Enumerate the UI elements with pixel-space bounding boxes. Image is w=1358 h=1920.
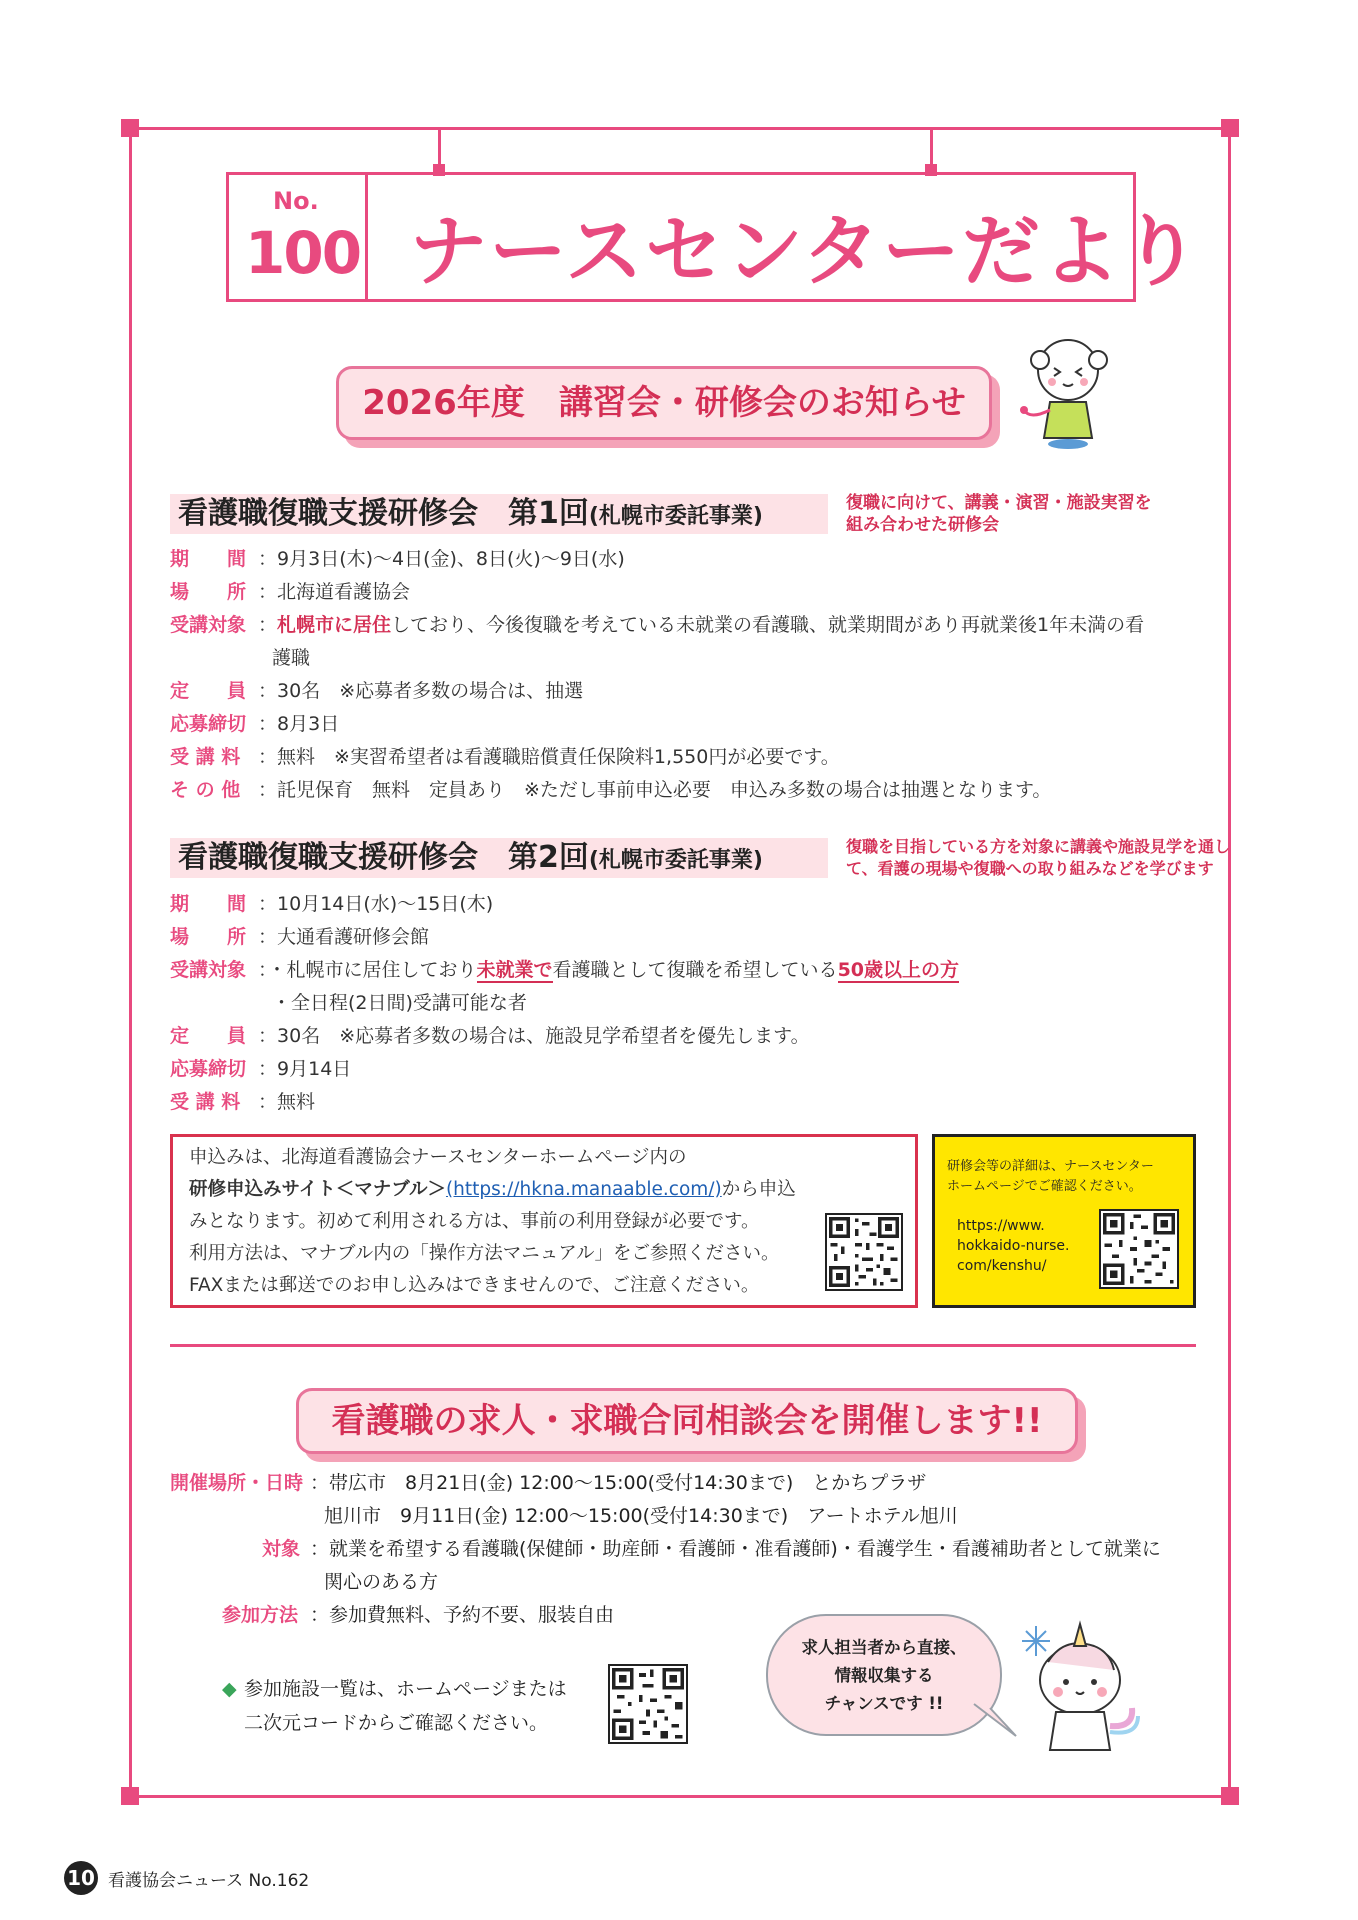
- course2-deadline-value: 9月14日: [277, 1058, 352, 1080]
- application-info-box: [170, 1134, 918, 1308]
- yellow-url3[interactable]: com/kenshu/: [957, 1258, 1047, 1274]
- fair-list-note-line2: 二次元コードからご確認ください。: [244, 1712, 549, 1734]
- course1-target-value-cont: 護職: [272, 647, 311, 669]
- unicorn-mascot-icon: [1014, 1616, 1144, 1766]
- course1-fee-value: 無料 ※実習希望者は看護職賠償責任保険料1,550円が必要です。: [277, 746, 840, 768]
- column-title: ナースセンターだより: [409, 207, 1202, 297]
- info-line4: 利用方法は、マナブル内の「操作方法マニュアル」をご参照ください。: [189, 1243, 780, 1264]
- bubble-line2: 情報収集する: [834, 1666, 934, 1685]
- course1-title-main: 看護職復職支援研修会 第1回: [178, 496, 589, 531]
- course2-period-label: 期 間: [170, 893, 247, 915]
- title-divider: [365, 175, 368, 299]
- course1-fee-label: 受 講 料: [170, 746, 241, 768]
- course1-capacity-label: 定 員: [170, 680, 247, 702]
- fair-target-value: 就業を希望する看護職(保健師・助産師・看護師・准看護師)・看護学生・看護補助者として就業に: [329, 1538, 1161, 1560]
- course1-note-line2: 組み合わせた研修会: [846, 515, 999, 535]
- nurse-mascot-icon: [1010, 330, 1130, 460]
- yellow-url2[interactable]: hokkaido-nurse.: [957, 1238, 1070, 1254]
- course2-target-a: ・札幌市に居住しており: [267, 959, 477, 981]
- course2-note: [846, 836, 1230, 880]
- diamond-bullet-icon: ◆: [222, 1678, 237, 1700]
- fair-obihiro: 帯広市 8月21日(金) 12:00～15:00(受付14:30まで) とかちプラザ: [329, 1472, 927, 1494]
- info-line5: FAXまたは郵送でのお申し込みはできませんので、ご注意ください。: [189, 1275, 760, 1296]
- frame-top: [129, 127, 1231, 130]
- yellow-url1[interactable]: https://www.: [957, 1218, 1045, 1234]
- frame-bottom: [129, 1795, 1231, 1798]
- qr-code-icon[interactable]: [825, 1213, 903, 1291]
- course2-title-sub: (札幌市委託事業): [588, 848, 763, 873]
- course2-deadline-label: 応募締切: [170, 1058, 247, 1080]
- course1-deadline-label: 応募締切: [170, 713, 247, 735]
- course2-capacity-label: 定 員: [170, 1025, 247, 1047]
- publication-name: 看護協会ニュース No.162: [108, 1871, 310, 1891]
- course2-target-value-cont: ・全日程(2日間)受講可能な者: [272, 992, 527, 1014]
- course2-place-value: 大通看護研修会館: [277, 926, 430, 948]
- course2-target-highlight-age: 50歳以上の方: [837, 959, 960, 981]
- fair-target-label: 対象: [262, 1538, 301, 1560]
- issue-number-label: No.: [273, 187, 319, 215]
- fair-list-note-line1: 参加施設一覧は、ホームページまたは: [244, 1678, 567, 1700]
- course2-note-line2: て、看護の現場や復職への取り組みなどを学びます: [846, 859, 1214, 878]
- course1-target-value: しており、今後復職を考えている未就業の看護職、就業期間があり再就業後1年未満の看: [391, 614, 1145, 636]
- frame-corner-tl: [121, 119, 139, 137]
- issue-number: [229, 175, 365, 299]
- course1-title-sub: (札幌市委託事業): [588, 504, 763, 529]
- bubble-line3: チャンスです !!: [824, 1694, 944, 1713]
- course2-fee-value: 無料: [277, 1091, 316, 1113]
- yellow-line1: 研修会等の詳細は、ナースセンター: [947, 1159, 1154, 1174]
- details-yellow-box: [932, 1134, 1196, 1308]
- section-divider: [170, 1344, 1196, 1347]
- section-banner-job-fair-text: 看護職の求人・求職合同相談会を開催します!!: [331, 1401, 1043, 1441]
- course1-note: [846, 492, 1152, 536]
- course1-target-label: 受講対象: [170, 614, 247, 636]
- frame-left: [129, 127, 132, 1798]
- info-line2: [189, 1177, 796, 1203]
- column-title-box: [226, 172, 1202, 302]
- frame-corner-br: [1221, 1787, 1239, 1805]
- speech-bubble: [766, 1614, 1002, 1736]
- frame-right: [1228, 127, 1231, 1798]
- info-line1: 申込みは、北海道看護協会ナースセンターホームページ内の: [189, 1147, 687, 1168]
- section-banner-seminars: [336, 366, 992, 440]
- course1-other-value: 託児保育 無料 定員あり ※ただし事前申込必要 申込み多数の場合は抽選となります。: [277, 779, 1052, 801]
- course2-fee-label: 受 講 料: [170, 1091, 241, 1113]
- bubble-line1: 求人担当者から直接、: [801, 1638, 967, 1657]
- course2-title: [170, 838, 828, 878]
- course1-note-line1: 復職に向けて、講義・演習・施設実習を: [846, 493, 1152, 513]
- course1-title: [170, 494, 828, 534]
- section-banner-job-fair: [296, 1388, 1078, 1454]
- course1-target-highlight: 札幌市に居住: [277, 614, 392, 636]
- info-line3: みとなります。初めて利用される方は、事前の利用登録が必要です。: [189, 1211, 760, 1232]
- fair-place-label: 開催場所・日時: [170, 1472, 304, 1494]
- info-line2-rest: から申込: [721, 1179, 796, 1200]
- course2-place-label: 場 所: [170, 926, 247, 948]
- course1-deadline-value: 8月3日: [277, 713, 340, 735]
- manaable-link[interactable]: (https://hkna.manaable.com/): [445, 1179, 722, 1200]
- course2-title-main: 看護職復職支援研修会 第2回: [178, 840, 589, 875]
- issue-number-value: 100: [245, 219, 361, 287]
- course1-other-label: そ の 他: [170, 779, 241, 801]
- course2-target-highlight-unemployed: 未就業で: [476, 959, 553, 981]
- course2-capacity-value: 30名 ※応募者多数の場合は、施設見学希望者を優先します。: [277, 1025, 810, 1047]
- section-banner-seminars-text: 2026年度 講習会・研修会のお知らせ: [362, 383, 966, 423]
- qr-code-icon[interactable]: [1099, 1209, 1179, 1289]
- course1-period-label: 期 間: [170, 548, 247, 570]
- frame-corner-tr: [1221, 119, 1239, 137]
- fair-method-label: 参加方法: [222, 1604, 299, 1626]
- speech-bubble-tail: [970, 1700, 1020, 1740]
- course1-place-label: 場 所: [170, 581, 247, 603]
- course2-target-b: 看護職として復職を希望している: [552, 959, 838, 981]
- course1-place-value: 北海道看護協会: [277, 581, 411, 603]
- fair-asahikawa: 旭川市 9月11日(金) 12:00～15:00(受付14:30まで) アートホテル旭川: [324, 1505, 958, 1527]
- qr-code-icon[interactable]: [608, 1664, 688, 1744]
- course2-period-value: 10月14日(水)～15日(木): [277, 893, 494, 915]
- info-site-name: 研修申込みサイト＜マナブル＞: [189, 1179, 446, 1200]
- yellow-line2: ホームページでご確認ください。: [947, 1179, 1142, 1194]
- course2-target-label: 受講対象: [170, 959, 247, 981]
- page-number: 10: [64, 1861, 98, 1895]
- fair-target-value-cont: 関心のある方: [324, 1571, 439, 1593]
- course2-note-line1: 復職を目指している方を対象に講義や施設見学を通し: [846, 837, 1231, 856]
- fair-method-value: 参加費無料、予約不要、服装自由: [329, 1604, 615, 1626]
- frame-corner-bl: [121, 1787, 139, 1805]
- course1-period-value: 9月3日(木)～4日(金)、8日(火)～9日(水): [277, 548, 625, 570]
- course1-capacity-value: 30名 ※応募者多数の場合は、抽選: [277, 680, 584, 702]
